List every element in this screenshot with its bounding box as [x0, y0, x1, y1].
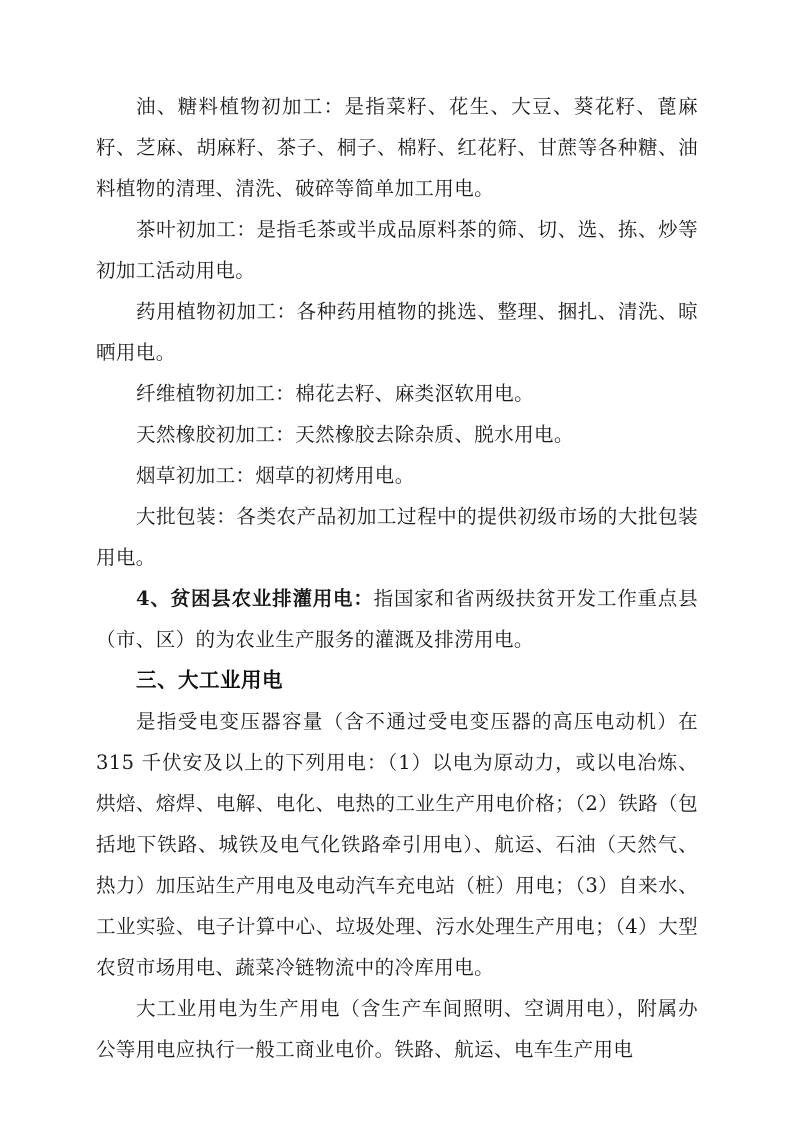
paragraph-medicinal-plants: 药用植物初加工：各种药用植物的挑选、整理、捆扎、清洗、晾晒用电。	[96, 300, 698, 364]
paragraph-poverty-county-irrigation	[96, 578, 698, 660]
paragraph-large-industry-definition: 是指受电变压器容量（含不通过受电变压器的高压电动机）在 315 千伏安及以上的下列用电：（1）以电为原动力，或以电冶炼、烘焙、熔焊、电解、电化、电热的工业生产用电价格；（2）铁路（包括地下铁路、城铁及电气化铁路牵引用电）、航运、石油（天然气、热力）加压站生产用电及电动汽车充电站（桩）用电；（3）自来水、工业实验、电子计算中心、垃圾处理、污水处理生产用电；（4）大型农贸市场用电、蔬菜冷链物流中的冷库用电。	[96, 710, 698, 979]
paragraph-natural-rubber: 天然橡胶初加工：天然橡胶去除杂质、脱水用电。	[136, 423, 574, 446]
paragraph-body-text: 指国家和省两级扶贫开发工作重点县（市、区）的为农业生产服务的灌溉及排涝用电。	[96, 587, 698, 651]
paragraph-oil-sugar-crops: 油、糖料植物初加工：是指菜籽、花生、大豆、葵花籽、蓖麻籽、芝麻、胡麻籽、茶子、桐子、棉籽、红花籽、甘蔗等各种糖、油料植物的清理、清洗、破碎等简单加工用电。	[96, 95, 698, 200]
paragraph-tobacco: 烟草初加工：烟草的初烤用电。	[136, 464, 415, 487]
paragraph-bold-lead: 4、贫困县农业排灌用电：	[136, 587, 374, 610]
paragraph-fiber-plants: 纤维植物初加工：棉花去籽、麻类沤软用电。	[136, 382, 535, 405]
section-heading-large-industry: 三、大工业用电	[136, 668, 283, 692]
paragraph-large-industry-scope: 大工业用电为生产用电（含生产车间照明、空调用电），附属办公等用电应执行一般工商业电价。铁路、航运、电车生产用电	[96, 997, 698, 1061]
paragraph-tea-primary-processing: 茶叶初加工：是指毛茶或半成品原料茶的筛、切、选、拣、炒等初加工活动用电。	[96, 218, 698, 282]
paragraph-bulk-packaging: 大批包装：各类农产品初加工过程中的提供初级市场的大批包装用电。	[96, 505, 698, 569]
page-content	[96, 86, 698, 1070]
